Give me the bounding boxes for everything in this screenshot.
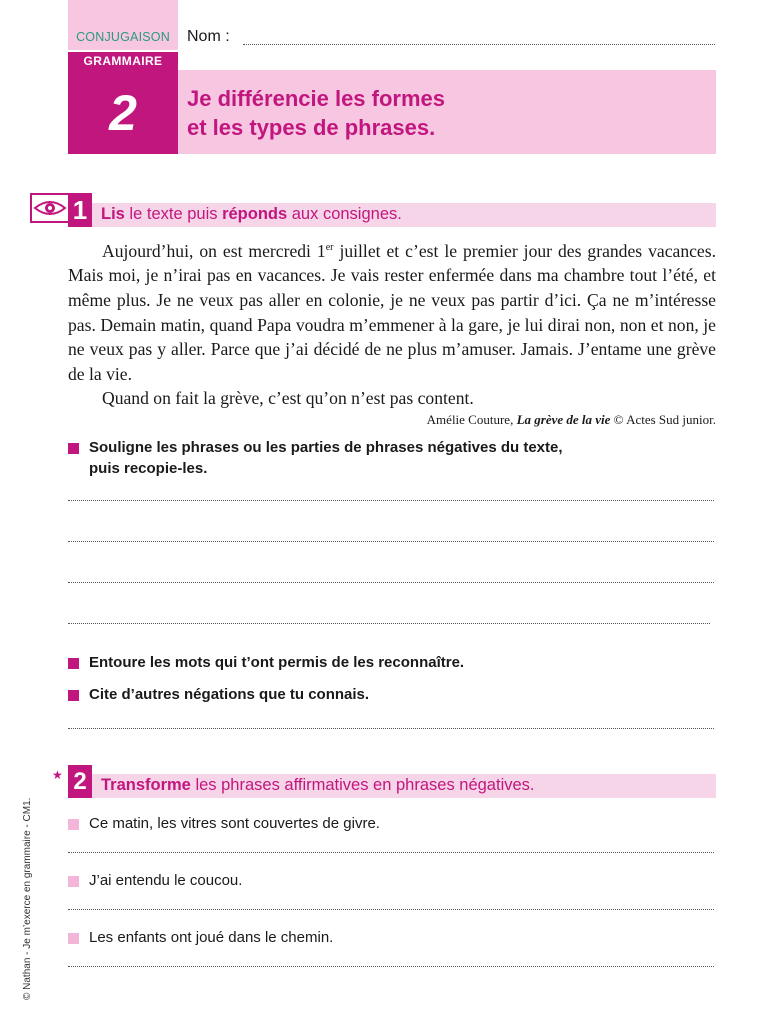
exercise2-instruction [101,776,535,795]
question2-bullet [68,658,79,669]
instruction-mid: le texte puis [124,205,223,223]
page-title-line1: Je différencie les formes [187,86,446,111]
sentence1: Ce matin, les vitres sont couvertes de givre. [89,815,380,832]
reading-text [68,236,716,411]
answer-line[interactable] [68,966,714,967]
question1-line2: puis recopie-les. [89,460,208,477]
sentence3: Les enfants ont joué dans le chemin. [89,929,334,946]
text-paragraph-2: Quand on fait la grève, c’est qu’on n’est pas content. [102,388,474,409]
sentence2-bullet [68,876,79,887]
text-credit [427,412,716,428]
page-title [187,84,445,142]
instruction-rest: les phrases affirmatives en phrases négatives. [190,776,535,794]
instruction-verb-lis: Lis [101,205,125,223]
answer-line[interactable] [68,623,710,624]
eye-icon [32,195,68,221]
question1 [89,437,563,479]
copyright-side-text: © Nathan - Je m’exerce en grammaire - CM1. [22,797,33,1000]
sentence3-bullet [68,933,79,944]
instruction-end: aux consignes. [287,205,402,223]
exercise1-instruction [101,205,402,224]
page-title-line2: et les types de phrases. [187,115,436,140]
exercise1-eye-box [30,193,68,223]
question1-bullet [68,443,79,454]
answer-line[interactable] [68,852,714,853]
name-line[interactable] [243,32,715,45]
instruction-verb-transforme: Transforme [101,776,191,794]
question2: Entoure les mots qui t’ont permis de les reconnaître. [89,654,465,671]
lesson-number: 2 [109,85,137,141]
sentence2: J’ai entendu le coucou. [89,872,243,889]
text-p1-rest: juillet et c’est le premier jour des grandes vacances. Mais moi, je n’irai pas en vacances. Je vais rester enfermée dans ma chambre tout l’été, et même plus. Je ne veux pas aller en colonie, je ne veux pas partir d’ici. Ça ne m’intéresse pas. Demain matin, quand Papa voudra m’emmener à la gare, je lui dirai non, non et non, je ne veux pas y aller. Parce que j’ai décidé de ne plus m’amuser. Jamais. J’entame une grève de la vie. [68,240,716,384]
answer-line[interactable] [68,909,714,910]
question3: Cite d’autres négations que tu connais. [89,686,370,703]
answer-line[interactable] [68,541,714,542]
sentence1-bullet [68,819,79,830]
name-field[interactable] [187,28,230,46]
difficulty-star-icon: ★ [52,768,63,782]
question1-line1: Souligne les phrases ou les parties de phrases négatives du texte, [89,439,563,456]
name-label: Nom : [187,28,230,45]
category-conjugaison: CONJUGAISON [76,30,170,44]
credit-author: Amélie Couture, [426,412,517,427]
answer-line[interactable] [68,500,714,501]
text-p1-start: Aujourd’hui, on est mercredi 1 [102,240,326,261]
instruction-verb-reponds: réponds [222,205,288,223]
exercise1-number: 1 [72,195,88,225]
category-grammaire: GRAMMAIRE [83,54,163,68]
credit-book: La grève de la vie [516,412,611,427]
answer-line[interactable] [68,728,714,729]
question3-bullet [68,690,79,701]
exercise2-number: 2 [73,768,87,795]
text-p1-sup: er [325,242,334,253]
credit-publisher: © Actes Sud junior. [610,412,716,427]
text-paragraph-1 [68,236,716,386]
answer-line[interactable] [68,582,714,583]
